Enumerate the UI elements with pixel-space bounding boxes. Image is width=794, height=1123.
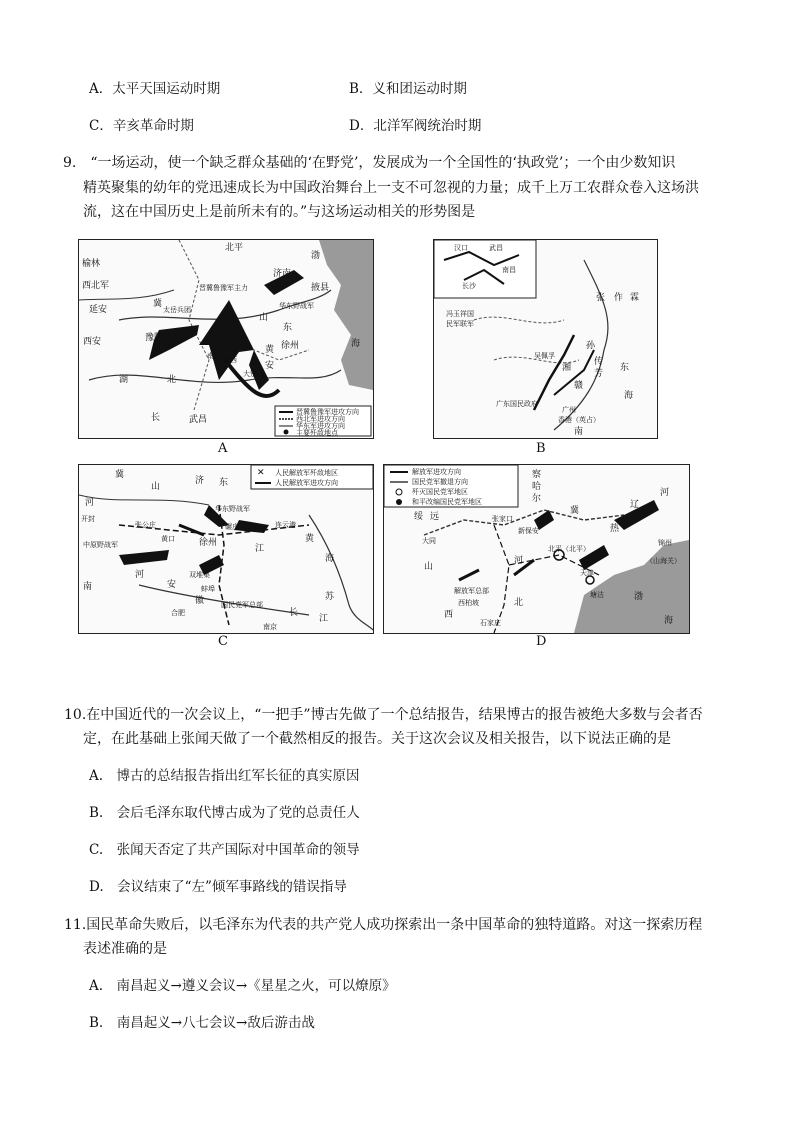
q11-option-a: A. 南昌起义→遵义会议→《星星之火，可以燎原》 — [89, 978, 396, 994]
map-c-place: 华东野战军 — [215, 505, 250, 513]
map-d-place: 西 — [444, 610, 454, 620]
map-c-place: 碾庄 — [225, 523, 239, 531]
q10-option-d: D. 会议结束了“左”倾军事路线的错误指导 — [89, 879, 347, 895]
q10-stem-line1: 10.在中国近代的一次会议上，“一把手”博古先做了一个总结报告，结果博古的报告被绝大多数与会者否 — [64, 707, 703, 723]
map-d-place: 北平（北平） — [548, 545, 590, 553]
map-c-place: 中原野战军 — [83, 541, 118, 549]
q8-option-c: C．辛亥革命时期 — [89, 118, 194, 134]
map-c-river — [139, 585, 309, 615]
map-d-legend-4: 和平改编国民党军地区 — [412, 498, 482, 506]
map-b-place: 长沙 — [462, 282, 476, 290]
map-a-place: 冀 — [153, 299, 163, 309]
map-c-place: 徽 — [195, 596, 205, 606]
map-a-place: 晋冀鲁豫军主力 — [199, 284, 248, 292]
map-b-place: 张 — [596, 293, 606, 303]
map-c-place: 双堆集 — [189, 571, 210, 579]
map-c — [78, 464, 374, 634]
map-a — [78, 239, 374, 439]
q10-option-c: C. 张闻天否定了共产国际对中国革命的领导 — [89, 842, 360, 858]
map-b-place: 传 — [594, 357, 604, 367]
map-a-place: 武昌 — [189, 415, 208, 425]
map-b-place: 南昌 — [502, 266, 516, 274]
map-d-place: （山海关） — [646, 557, 681, 565]
map-b-inset — [434, 240, 536, 298]
map-a-sea — [319, 240, 373, 390]
q10-option-b: B. 会后毛泽东取代博古成为了党的总责任人 — [89, 805, 360, 821]
map-a-place: 东 — [283, 323, 293, 333]
map-c-place: 开封 — [81, 515, 95, 523]
q11-stem-line2: 表述准确的是 — [83, 941, 167, 957]
map-d-place: 石家庄 — [480, 619, 501, 627]
map-b-border — [474, 317, 564, 323]
map-b-place: 广东国民政府 — [496, 400, 538, 408]
map-d-place: 河 — [660, 488, 670, 498]
q8-option-d: D．北洋军阀统治时期 — [349, 118, 482, 134]
map-d-place: 远 — [430, 512, 440, 522]
map-d-graphic — [384, 465, 689, 633]
map-a-place: 长 — [151, 413, 161, 423]
map-a-legend-3: 华东军进攻方向 — [296, 422, 345, 430]
map-b-place: 民军联军 — [446, 320, 474, 328]
map-c-place: 合肥 — [171, 609, 185, 617]
map-c-place: 海 — [325, 554, 335, 564]
map-a-place: 济南 — [273, 269, 292, 279]
map-d-place: 解放军总部 — [454, 587, 489, 595]
map-a-place: 北平 — [225, 243, 244, 253]
map-d-place: 尔 — [532, 494, 542, 504]
map-b-place: 汉口 — [454, 244, 468, 252]
map-b-place: 武昌 — [489, 244, 503, 252]
map-d-place: 张家口 — [492, 515, 513, 523]
map-a-place: 湖 — [119, 375, 129, 385]
map-d-place: 绥 — [414, 512, 424, 522]
map-d — [383, 464, 690, 634]
map-a-place: 大别山 — [243, 370, 264, 378]
map-c-legend-2: 人民解放军进攻方向 — [275, 479, 338, 487]
map-a-graphic — [79, 240, 373, 438]
map-a-place: 西安 — [83, 337, 102, 347]
map-b-place: 湘 — [562, 363, 572, 373]
q10-stem-line2: 定，在此基础上张闻天做了一个截然相反的报告。关于这次会议及相关报告，以下说法正确的是 — [83, 731, 671, 747]
q9-stem-line3: 流，这在中国历史上是前所未有的。”与这场运动相关的形势图是 — [83, 204, 476, 220]
map-d-arrow — [459, 570, 479, 580]
svg-text:✕: ✕ — [257, 468, 265, 478]
map-c-coast — [309, 515, 373, 630]
map-b — [433, 239, 658, 439]
map-b-place: 南 — [574, 427, 584, 437]
map-d-label: D — [536, 634, 547, 649]
map-d-place: 塘沽 — [590, 591, 604, 599]
map-b-coast — [554, 260, 608, 430]
map-c-place: 河 — [135, 570, 145, 580]
map-d-place: 冀 — [570, 506, 580, 516]
map-c-place: 长 — [289, 608, 299, 618]
map-d-place: 察 — [532, 470, 542, 480]
map-d-legend-2: 国民党军撤退方向 — [412, 478, 468, 486]
map-c-place: 蚌埠 — [201, 585, 215, 593]
map-c-graphic — [79, 465, 373, 633]
map-d-place: 新保安 — [518, 527, 539, 535]
map-a-border — [179, 240, 209, 410]
map-a-place: 掖县 — [311, 283, 330, 293]
map-d-place: 海 — [664, 616, 674, 626]
map-a-place: 西北军 — [82, 281, 110, 291]
map-c-place: 江 — [319, 614, 329, 624]
map-b-place: 广州 — [562, 406, 576, 414]
map-c-place: 黄 — [305, 534, 315, 544]
map-a-place: 海 — [351, 339, 361, 349]
map-c-place: 黄口 — [161, 535, 175, 543]
map-c-place: 济 — [195, 476, 205, 486]
map-d-place: 山 — [424, 562, 434, 572]
map-a-place: 延安 — [89, 305, 108, 315]
map-a-place: 华东野战军 — [279, 302, 314, 310]
map-a-place: 豫陕边 — [145, 333, 173, 343]
map-a-place: 南阳 — [207, 352, 221, 360]
map-c-place: 国民党军总部 — [221, 601, 263, 609]
q9-stem-line2: 精英聚集的幼年的党迅速成长为中国政治舞台上一支不可忽视的力量；成千上万工农群众卷入这场洪 — [83, 180, 699, 196]
map-c-place: 江 — [255, 544, 265, 554]
map-b-label: B — [536, 441, 546, 456]
map-d-legend-1: 解放军进攻方向 — [412, 468, 461, 476]
map-c-place: 徐州 — [199, 538, 218, 548]
map-c-place: 山 — [151, 482, 161, 492]
map-a-place: 徐州 — [281, 341, 300, 351]
map-a-place: 山 — [259, 313, 269, 323]
map-b-place: 赣 — [574, 381, 584, 391]
map-c-place: 冀 — [115, 470, 125, 480]
map-a-legend-2: 西北军进攻方向 — [296, 415, 345, 423]
map-c-arrow — [179, 525, 204, 535]
map-b-graphic — [434, 240, 657, 438]
map-a-place: 渤 — [311, 251, 321, 261]
map-b-place: 香港（英占） — [558, 416, 600, 424]
map-b-place: 东 — [620, 363, 630, 373]
map-a-place: 榆林 — [82, 259, 101, 269]
map-d-place: 渤 — [634, 592, 644, 602]
map-c-label: C — [218, 634, 228, 649]
map-a-place: 豫西 — [223, 356, 237, 364]
map-a-label: A — [218, 441, 228, 456]
map-a-legend-1: 晋冀鲁豫军进攻方向 — [296, 408, 359, 416]
map-c-place: 南 — [83, 582, 93, 592]
map-a-place: 太岳兵团 — [163, 306, 191, 314]
map-d-place: 辽 — [630, 500, 640, 510]
map-c-place: 苏 — [325, 592, 335, 602]
map-c-river — [79, 495, 209, 505]
map-c-place: 安 — [167, 580, 177, 590]
map-c-arrow — [119, 550, 169, 565]
map-c-place: 东 — [219, 478, 229, 488]
q11-option-b: B. 南昌起义→八七会议→敌后游击战 — [89, 1015, 315, 1031]
q9-stem-line1: 9. “一场运动，使一个缺乏群众基础的‘在野党’，发展成为一个全国性的‘执政党’；一个由少数知识 — [63, 155, 676, 171]
map-d-place: 河 — [514, 556, 524, 566]
map-d-place: 西柏坡 — [458, 599, 479, 607]
map-d-place: 哈 — [532, 482, 542, 492]
map-d-place: 大同 — [422, 537, 436, 545]
map-c-legend-1: 人民解放军歼敌地区 — [275, 469, 338, 477]
map-a-place: 安 — [265, 361, 275, 371]
map-c-place: 南京 — [263, 623, 277, 631]
map-c-place: 张公庄 — [135, 521, 156, 529]
map-c-place: 连云港 — [275, 521, 296, 529]
map-c-place: 河 — [85, 498, 95, 508]
map-d-railway — [494, 525, 509, 633]
map-b-place: 吴佩孚 — [534, 352, 555, 360]
map-b-place: 冯玉祥国 — [446, 310, 474, 318]
map-c-arrow — [234, 520, 269, 533]
map-b-place: 海 — [624, 391, 634, 401]
q10-option-a: A. 博古的总结报告指出红军长征的真实原因 — [89, 768, 360, 784]
map-b-place: 芳 — [594, 369, 604, 379]
map-a-place: 北 — [167, 375, 177, 385]
map-b-place: 作 — [614, 293, 624, 303]
map-d-legend-3: 歼灭国民党军地区 — [412, 488, 468, 496]
q8-option-a: A．太平天国运动时期 — [89, 81, 221, 97]
map-d-place: 北 — [514, 598, 524, 608]
map-a-arrow — [199, 300, 254, 380]
map-a-place: 黄 — [265, 345, 275, 355]
q8-option-b: B．义和团运动时期 — [349, 81, 467, 97]
map-d-place: 锦州 — [658, 539, 672, 547]
map-d-marker — [586, 576, 594, 584]
map-d-place: 天津 — [580, 569, 594, 577]
map-b-place: 霖 — [630, 293, 640, 303]
q11-stem-line1: 11.国民革命失败后，以毛泽东为代表的共产党人成功探索出一条中国革命的独特道路。对这一探索历程 — [64, 917, 703, 933]
map-b-place: 孙 — [586, 341, 596, 351]
map-d-place: 热 — [610, 524, 620, 534]
map-a-legend-4: 主要歼敌地点 — [296, 429, 338, 437]
